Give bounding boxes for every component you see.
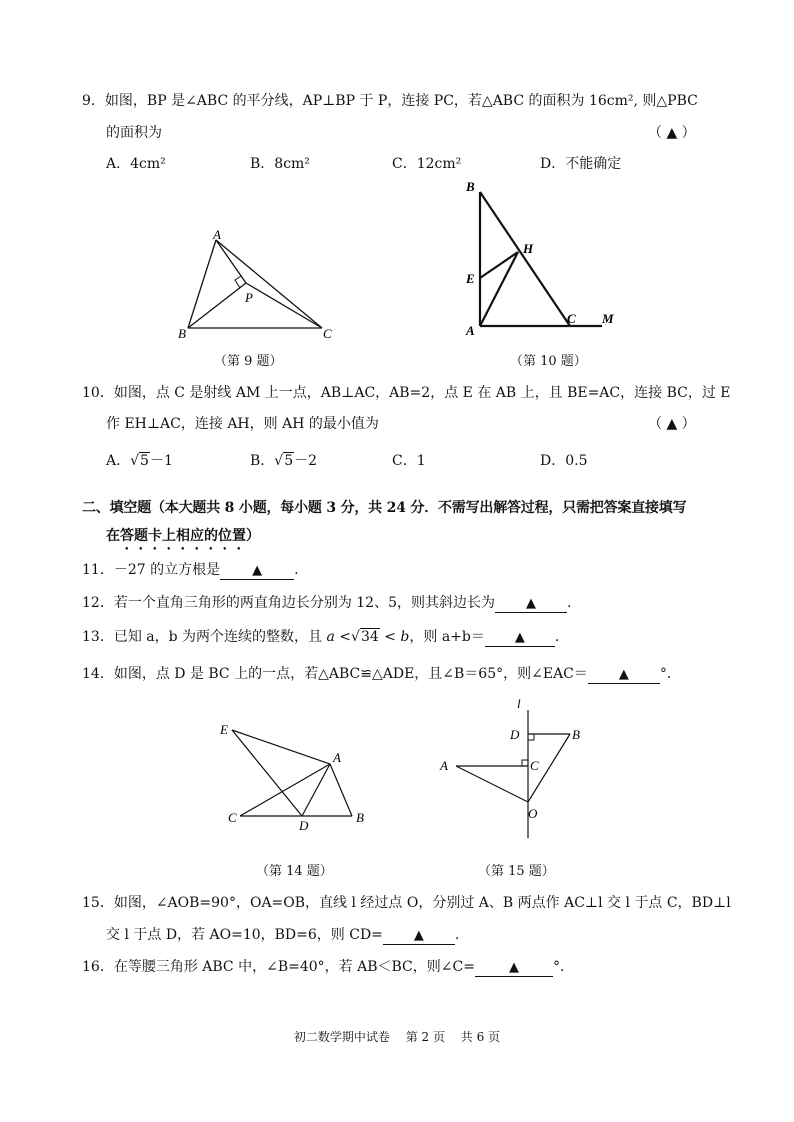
fig15-label-l: l	[517, 696, 521, 711]
q12-answer-blank[interactable]: ▲	[495, 596, 567, 613]
q12	[82, 592, 571, 613]
q15-line1: 15．如图，∠AOB=90°，OA=OB，直线 l 经过点 O，分别过 A、B 两点作 AC⊥l 交 l 于点 C，BD⊥l	[82, 895, 731, 911]
fig10-label-m: M	[602, 311, 614, 326]
q15-answer-blank[interactable]: ▲	[383, 928, 455, 945]
q9-option-a: A．4cm²	[106, 156, 166, 172]
fig10-label-c: C	[567, 311, 576, 326]
q14-answer-blank[interactable]: ▲	[588, 667, 660, 684]
q11-text: 11．－27 的立方根是	[82, 562, 221, 578]
fig15-label-c: C	[530, 758, 539, 773]
fig9-label-a: A	[213, 228, 221, 242]
q13-period: .	[554, 629, 560, 645]
q10-option-c: C．1	[392, 453, 426, 469]
fig14-caption: （第 14 题）	[256, 864, 333, 879]
q12-text: 12．若一个直角三角形的两直角边长分别为 12、5，则其斜边长为	[82, 595, 495, 611]
q13-expr-b: < b	[384, 629, 410, 645]
fig10-caption: （第 10 题）	[510, 354, 587, 369]
q10-option-b-radicand: 5	[284, 453, 294, 469]
fig9-segment-pc	[246, 283, 322, 328]
q14	[82, 663, 681, 684]
q16	[82, 956, 574, 977]
q9-line2: 的面积为	[106, 125, 162, 141]
fig14-segment-ed	[232, 730, 302, 816]
fig10-label-e: E	[466, 271, 475, 286]
q10-option-a-radical: √	[130, 453, 140, 469]
q14-text: 14．如图，点 D 是 BC 上的一点，若△ABC≌△ADE，且∠B＝65°，则∠EAC＝	[82, 666, 588, 682]
q9-answer-bracket: （ ▲ ）	[648, 125, 696, 141]
q16-degree: °．	[552, 959, 574, 975]
fig14-label-c: C	[228, 810, 237, 825]
fig14-segment-ea	[232, 730, 330, 764]
fig9-caption: （第 9 题）	[214, 354, 283, 369]
fig15-caption: （第 15 题）	[478, 864, 555, 879]
q9-option-d: D．不能确定	[540, 156, 622, 172]
section2-heading-line1: 二、填空题（本大题共 8 小题，每小题 3 分，共 24 分．不需写出解答过程，只需把答案直接填写	[82, 500, 687, 516]
figure-9	[170, 228, 340, 348]
q13-answer-blank[interactable]: ▲	[485, 630, 555, 647]
q10-option-a	[106, 450, 173, 470]
section2-heading-line2	[106, 525, 260, 553]
fig10-label-h: H	[523, 241, 534, 256]
q10-option-a-radicand: 5	[140, 453, 149, 469]
fig15-label-b: B	[572, 727, 580, 742]
section2-heading-emphasis: 答题卡上相应的位置	[120, 528, 246, 544]
fig14-segment-ab	[330, 764, 352, 816]
fig9-side-ab	[188, 240, 216, 328]
fig14-label-a: A	[333, 750, 341, 765]
fig15-label-d: D	[510, 727, 520, 742]
q15-line2	[106, 924, 459, 945]
q15-period: .	[454, 927, 460, 943]
q10-option-b-tail: －2	[294, 453, 318, 469]
figure-14	[216, 718, 386, 838]
figure-10	[460, 178, 630, 338]
q10-line1: 10．如图，点 C 是射线 AM 上一点，AB⊥AC，AB=2，点 E 在 AB 上，且 BE=AC，连接 BC，过 E	[82, 385, 731, 401]
q10-option-a-tail: －1	[149, 453, 173, 469]
q16-text: 16．在等腰三角形 ABC 中，∠B=40°，若 AB＜BC，则∠C=	[82, 959, 475, 975]
fig9-label-c: C	[323, 326, 332, 341]
q11-period: .	[294, 562, 299, 578]
fig14-label-e: E	[220, 722, 228, 737]
fig9-bisector-bp	[188, 283, 246, 328]
section2-heading-pre: 在	[106, 528, 120, 544]
q12-period: .	[567, 595, 572, 611]
fig9-label-b: B	[178, 326, 186, 341]
q15-text: 交 l 于点 D，若 AO=10，BD=6，则 CD=	[106, 927, 383, 943]
q9-option-b: B．8cm²	[250, 156, 310, 172]
q13	[82, 626, 559, 647]
fig9-side-ac	[216, 240, 322, 328]
figure-15	[432, 694, 602, 844]
q13-text: 13．已知 a，b 为两个连续的整数，且	[82, 629, 323, 645]
q10-option-b-prefix: B．	[250, 453, 275, 469]
q11-answer-blank[interactable]: ▲	[220, 563, 294, 580]
q13-mid: ，则 a+b＝	[409, 629, 485, 645]
q10-line2: 作 EH⊥AC，连接 AH，则 AH 的最小值为	[106, 416, 379, 432]
q10-option-b-radical: √	[274, 453, 284, 469]
fig15-label-a: A	[440, 758, 448, 773]
q9-option-c: C．12cm²	[392, 156, 462, 172]
fig9-label-p: P	[245, 290, 253, 305]
q13-expr-a: a <	[326, 629, 352, 645]
fig10-label-b: B	[466, 179, 475, 194]
q10-option-b	[250, 450, 317, 470]
section2-heading-post: ）	[246, 528, 260, 544]
q10-option-d: D．0.5	[540, 453, 588, 469]
fig15-right-angle-d	[528, 734, 534, 740]
fig15-right-angle-c	[522, 760, 528, 766]
fig15-segment-ao	[456, 766, 528, 802]
q13-radicand: 34	[360, 629, 379, 645]
fig14-label-b: B	[356, 810, 364, 825]
q11	[82, 559, 299, 580]
fig15-label-o: O	[528, 806, 538, 821]
fig10-segment-bc	[480, 192, 570, 326]
q10-option-a-prefix: A．	[106, 453, 131, 469]
q10-answer-bracket: （ ▲ ）	[648, 416, 696, 432]
q16-answer-blank[interactable]: ▲	[475, 960, 553, 977]
fig10-segment-ah	[480, 252, 518, 326]
q14-degree: °．	[659, 666, 681, 682]
fig9-right-angle-mark	[235, 276, 241, 288]
fig14-label-d: D	[299, 818, 309, 833]
page-footer: 初二数学期中试卷 第 2 页 共 6 页	[293, 1030, 501, 1044]
q13-radical: √	[351, 629, 360, 645]
fig10-label-a: A	[466, 323, 475, 338]
q9-line1: 9．如图，BP 是∠ABC 的平分线，AP⊥BP 于 P，连接 PC，若△ABC 的面积为 16cm², 则△PBC	[82, 93, 698, 109]
